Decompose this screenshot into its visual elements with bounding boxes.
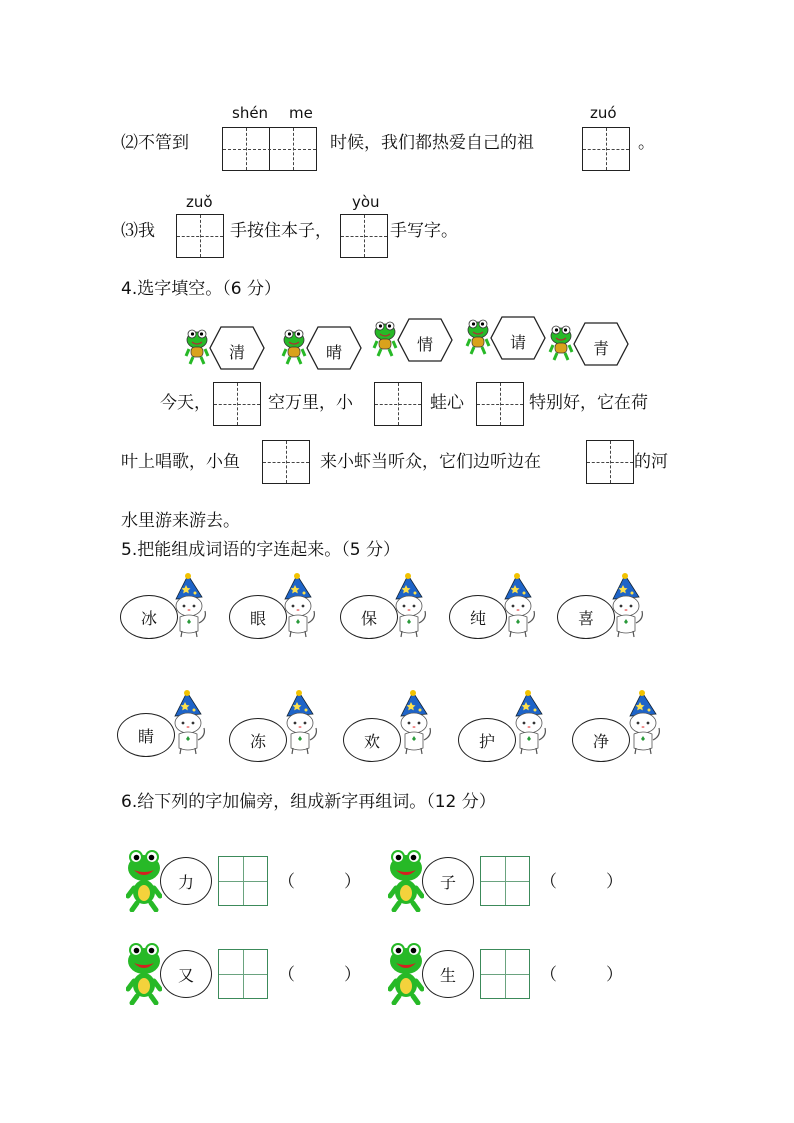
paren-close: ） — [344, 872, 361, 892]
base-char: 生 — [439, 965, 456, 985]
circle-char: 眼 — [249, 608, 266, 628]
answer-box-zuo-3[interactable] — [176, 214, 224, 258]
option-char: 晴 — [325, 343, 342, 362]
paren-open: （ — [540, 965, 557, 985]
paren-close: ） — [606, 872, 623, 892]
char-circle — [160, 857, 212, 905]
s4-line2-c: 的河 — [634, 452, 668, 472]
pinyin-shen: shén — [232, 104, 269, 122]
s4-line1-d: 特别好，它在荷 — [529, 393, 648, 413]
write-grid[interactable] — [480, 856, 530, 906]
answer-box-you[interactable] — [340, 214, 388, 258]
wizard-cat-icon — [497, 573, 539, 639]
paren-open: （ — [278, 872, 295, 892]
wizard-cat-icon — [508, 690, 550, 756]
circle-char: 欢 — [363, 731, 380, 751]
q3-middle: 手按住本子， — [230, 221, 332, 241]
circle-char: 喜 — [577, 608, 594, 628]
paren-open: （ — [540, 872, 557, 892]
s4-blank-5[interactable] — [586, 440, 634, 484]
section5-title: 5.把能组成词语的字连起来。（5 分） — [121, 540, 400, 560]
paren-close: ） — [344, 965, 361, 985]
s4-line2-a: 叶上唱歌，小鱼 — [121, 452, 240, 472]
paren-close: ） — [606, 965, 623, 985]
s4-line2-b: 来小虾当听众，它们边听边在 — [320, 452, 541, 472]
frog-icon — [184, 328, 210, 366]
wizard-cat-icon — [622, 690, 664, 756]
section4-title: 4.选字填空。（6 分） — [121, 279, 281, 299]
wizard-cat-icon — [388, 573, 430, 639]
circle-char: 冻 — [249, 731, 266, 751]
wizard-cat-icon — [605, 573, 647, 639]
option-hexagon[interactable] — [573, 322, 629, 366]
option-char: 情 — [416, 335, 433, 354]
q3-prefix: ⑶我 — [121, 221, 155, 241]
option-hexagon[interactable] — [209, 326, 265, 370]
option-char: 请 — [509, 333, 526, 352]
circle-char: 纯 — [469, 608, 486, 628]
s4-blank-4[interactable] — [262, 440, 310, 484]
frog-icon — [126, 848, 162, 912]
wizard-cat-icon — [277, 573, 319, 639]
option-char: 清 — [228, 343, 245, 362]
option-hexagon[interactable] — [397, 318, 453, 362]
answer-box-shenme[interactable] — [222, 127, 317, 171]
q3-end: 手写字。 — [390, 221, 458, 241]
pinyin-zuo-3: zuǒ — [186, 193, 213, 211]
wizard-cat-icon — [279, 690, 321, 756]
circle-char: 冰 — [140, 608, 157, 628]
q2-end: 。 — [638, 133, 655, 153]
base-char: 又 — [177, 965, 194, 985]
write-grid[interactable] — [218, 949, 268, 999]
char-circle — [422, 950, 474, 998]
circle-char: 睛 — [137, 726, 154, 746]
s4-line1-b: 空万里，小 — [268, 393, 353, 413]
wizard-cat-icon — [168, 573, 210, 639]
frog-icon — [388, 848, 424, 912]
base-char: 子 — [439, 872, 456, 892]
write-grid[interactable] — [480, 949, 530, 999]
q2-prefix: ⑵不管到 — [121, 133, 189, 153]
pinyin-zuo-2: zuó — [590, 104, 617, 122]
wizard-cat-icon — [393, 690, 435, 756]
frog-icon — [126, 941, 162, 1005]
section6-title: 6.给下列的字加偏旁，组成新字再组词。（12 分） — [121, 792, 496, 812]
char-circle — [160, 950, 212, 998]
circle-char: 净 — [592, 731, 609, 751]
paren-open: （ — [278, 965, 295, 985]
option-hexagon[interactable] — [306, 326, 362, 370]
option-hexagon[interactable] — [490, 316, 546, 360]
frog-icon — [281, 328, 307, 366]
char-circle — [422, 857, 474, 905]
q2-middle: 时候，我们都热爱自己的祖 — [330, 133, 534, 153]
s4-line1-c: 蛙心 — [430, 393, 464, 413]
option-char: 青 — [592, 339, 609, 358]
s4-blank-2[interactable] — [374, 382, 422, 426]
circle-char: 护 — [478, 731, 495, 751]
frog-icon — [372, 320, 398, 358]
pinyin-you: yòu — [352, 193, 380, 211]
frog-icon — [548, 324, 574, 362]
s4-line3: 水里游来游去。 — [121, 511, 240, 531]
frog-icon — [465, 318, 491, 356]
answer-box-zuo-2[interactable] — [582, 127, 630, 171]
wizard-cat-icon — [167, 690, 209, 756]
s4-blank-1[interactable] — [213, 382, 261, 426]
circle-char: 保 — [360, 608, 377, 628]
pinyin-me: me — [289, 104, 313, 122]
base-char: 力 — [177, 872, 194, 892]
s4-blank-3[interactable] — [476, 382, 524, 426]
s4-line1-a: 今天， — [160, 393, 211, 413]
frog-icon — [388, 941, 424, 1005]
write-grid[interactable] — [218, 856, 268, 906]
